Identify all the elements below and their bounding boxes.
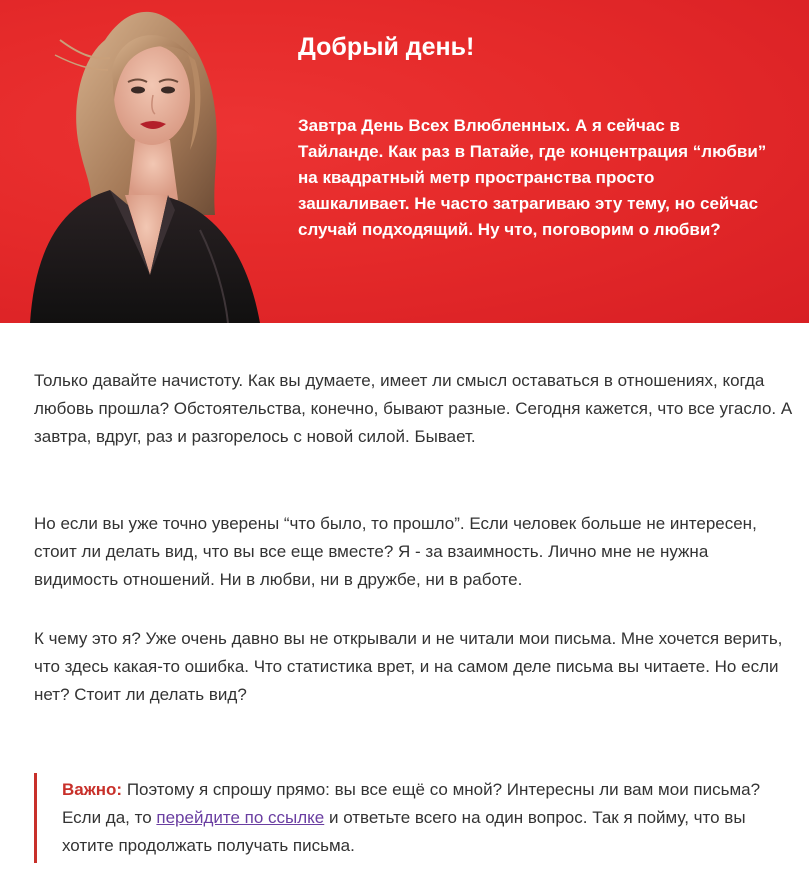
woman-portrait-image <box>0 0 290 323</box>
callout-text-before-link: Поэтому я спрошу прямо: вы все ещё со мной? Интересны ли вам мои письма? Если да, то <box>62 780 761 827</box>
hero-banner <box>0 0 809 323</box>
important-label: Важно: <box>62 780 123 799</box>
hero-body-text: Завтра День Всех Влюбленных. А я сейчас в Тайланде. Как раз в Патайе, где концентрация “любви” на квадратный метр пространства просто зашкаливает. Не часто затрагиваю эту тему, но сейчас случай подходящий. Ну что, поговорим о любви? <box>298 116 767 239</box>
important-callout <box>34 773 774 863</box>
paragraph-2: Но если вы уже точно уверены “что было, то прошло”. Если человек больше не интересен, стоит ли делать вид, что вы все еще вместе? Я - за взаимность. Лично мне не нужна видимость отношений. Ни в любви, ни в дружбе, ни в работе. <box>34 514 757 589</box>
paragraph-3: К чему это я? Уже очень давно вы не открывали и не читали мои письма. Мне хочется верить, что здесь какая-то ошибка. Что статистика врет, и на самом деле письма вы читаете. Но если нет? Стоит ли делать вид? <box>34 629 783 704</box>
callout-text-after-link: и ответьте всего на один вопрос. Так я пойму, что вы хотите продолжать получать письма. <box>62 808 746 855</box>
follow-link[interactable]: перейдите по ссылке <box>156 808 325 827</box>
callout-text <box>62 773 772 860</box>
hero-title: Добрый день! <box>298 33 475 61</box>
paragraph-1: Только давайте начистоту. Как вы думаете, имеет ли смысл оставаться в отношениях, когда любовь прошла? Обстоятельства, конечно, бывают разные. Сегодня кажется, что все угасло. А завтра, вдруг, раз и разгорелось с новой силой. Бывает. <box>34 371 793 446</box>
